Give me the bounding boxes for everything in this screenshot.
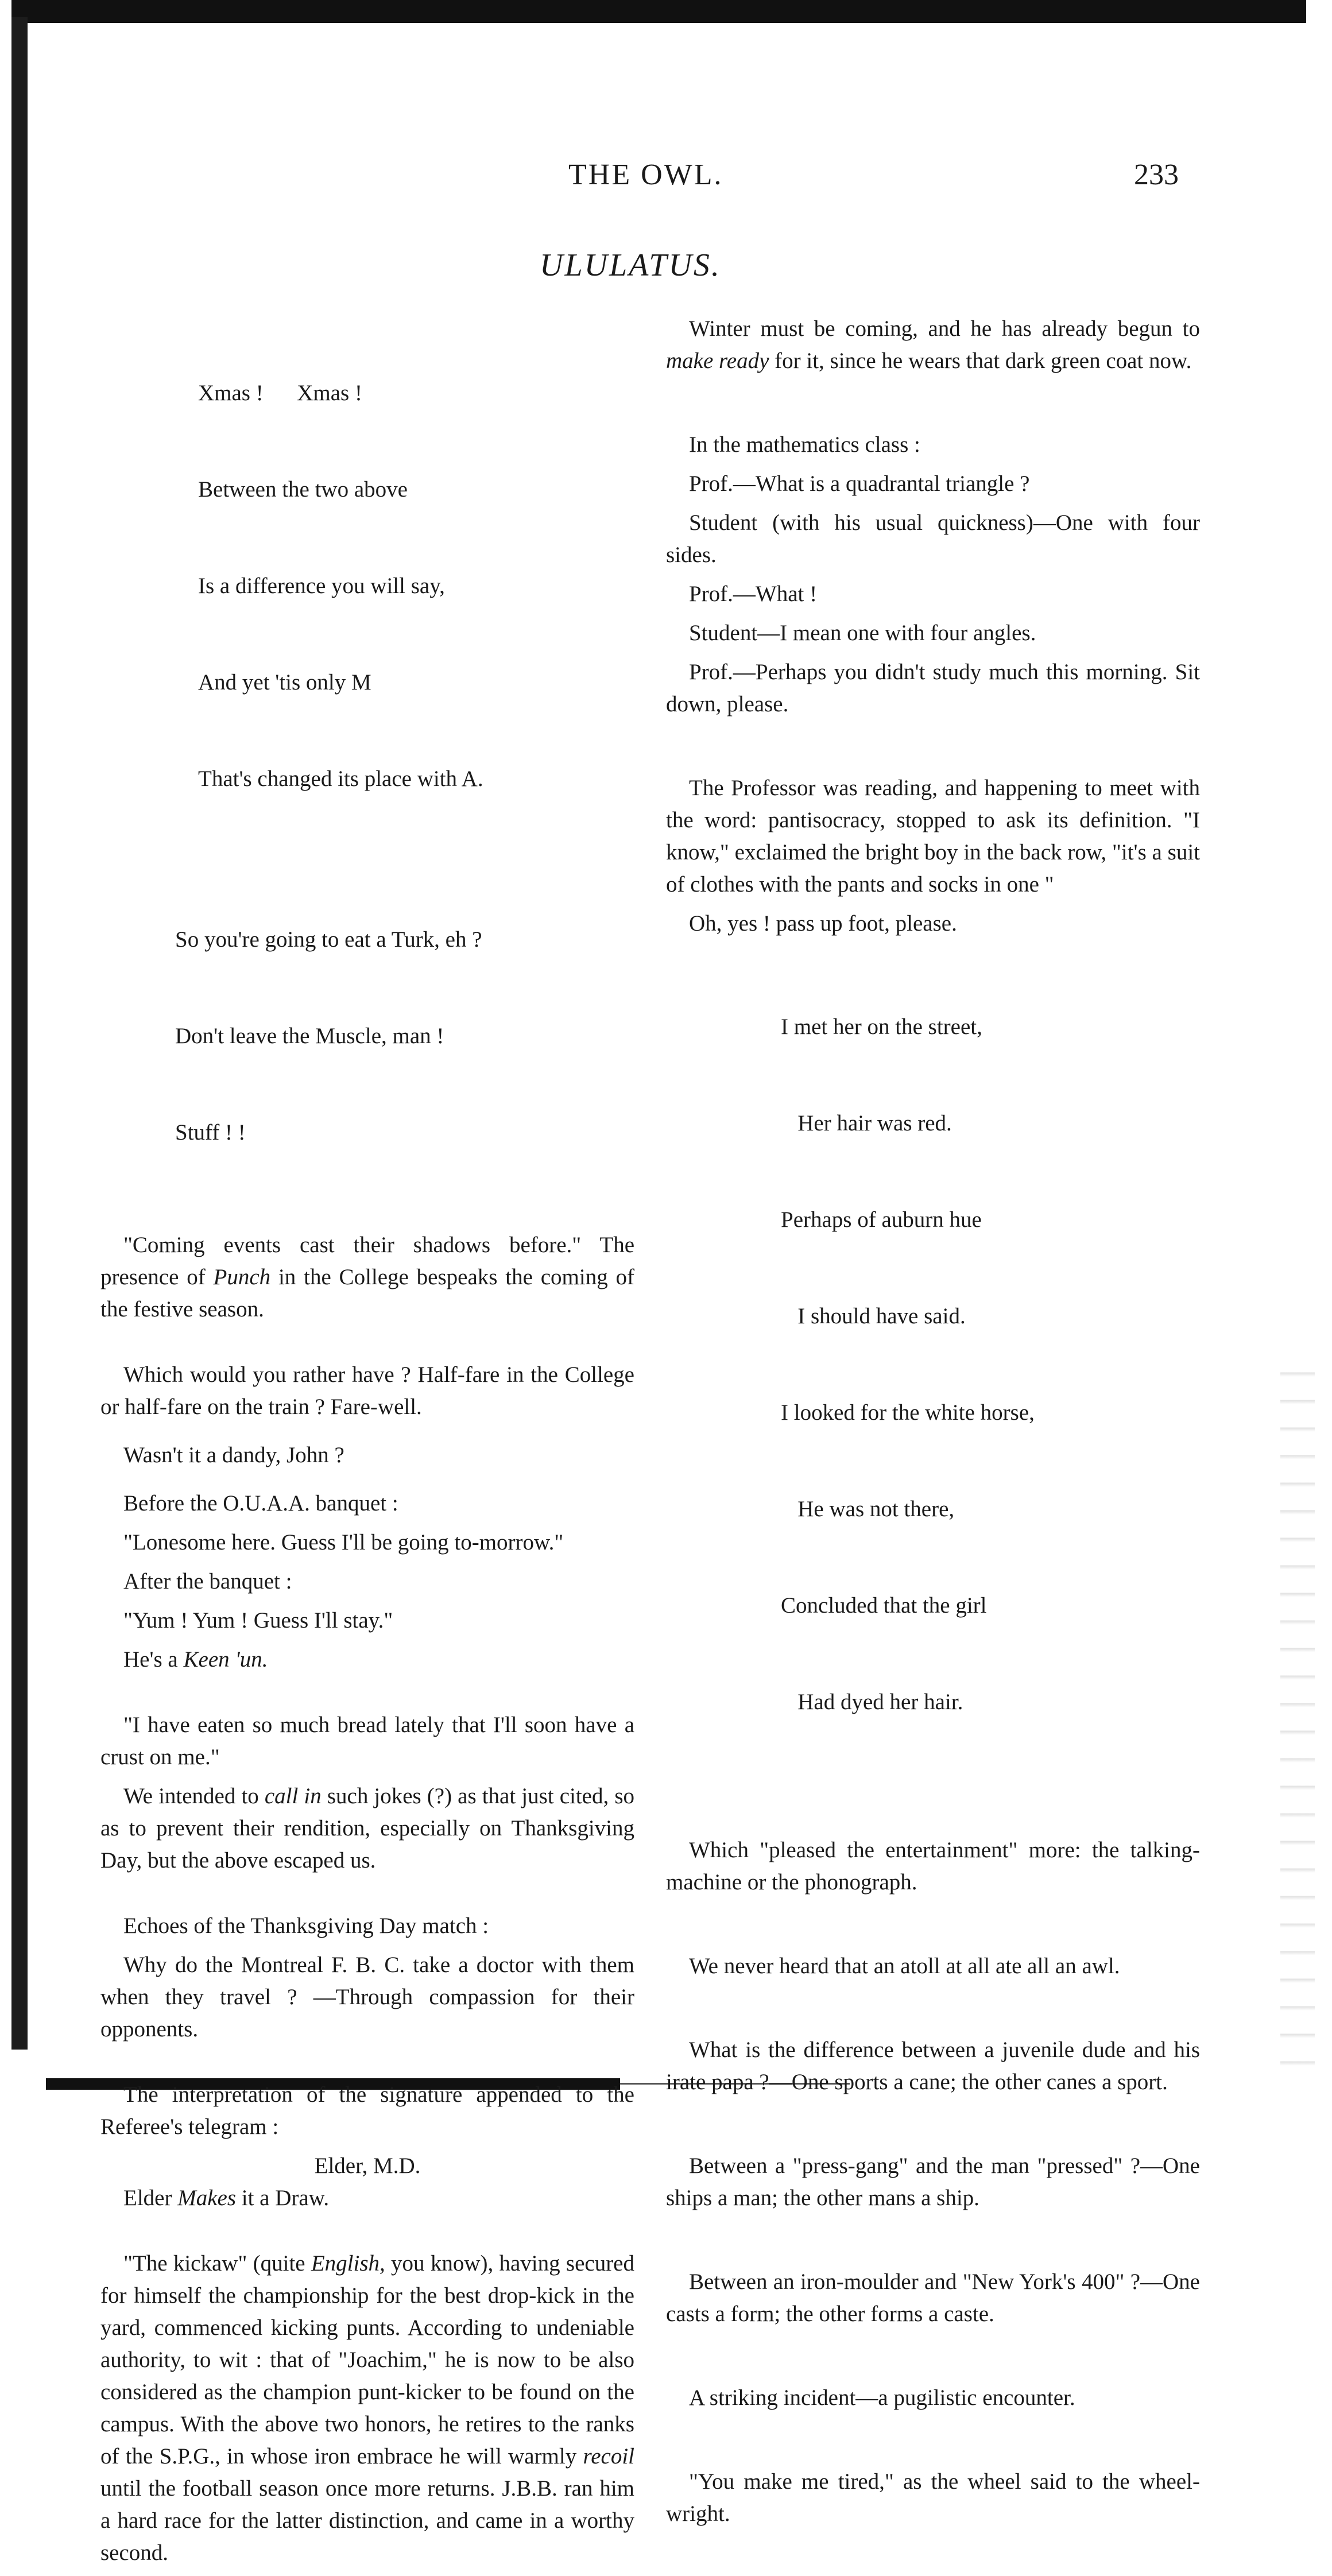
verse-line: Between the two above (198, 477, 408, 502)
section-title: ULULATUS. (540, 247, 721, 283)
verse-line: So you're going to eat a Turk, eh ? (175, 927, 482, 952)
banquet-after: After the banquet : (123, 1569, 292, 1594)
page-number: 233 (1134, 158, 1179, 191)
italic-run: Punch (213, 1265, 271, 1289)
bread-paragraph: "I have eaten so much bread lately that I'll soon have a crust on me." (100, 1713, 634, 1769)
verse-line: Stuff ! ! (175, 1120, 246, 1145)
echoes-doctor: Why do the Montreal F. B. C. take a doctor with them when they travel ? —Through compassion for their opponents. (100, 1953, 634, 2042)
echoes-intro: Echoes of the Thanksgiving Day match : (123, 1913, 489, 1938)
press-gang-paragraph: Between a "press-gang" and the man "pressed" ?—One ships a man; the other mans a ship. (666, 2153, 1200, 2210)
striking-paragraph: A striking incident—a pugilistic encounter. (689, 2385, 1075, 2410)
verse-line: Had dyed her hair. (781, 1690, 963, 1714)
math-intro: In the mathematics class : (689, 432, 920, 457)
verse-line: Is a difference you will say, (198, 574, 445, 598)
banquet-before: Before the O.U.A.A. banquet : (123, 1491, 398, 1516)
street-poem (666, 947, 1200, 1783)
italic-run: English, (311, 2251, 385, 2276)
left-border-rule (11, 17, 28, 2050)
verse-line: And yet 'tis only M (198, 670, 371, 695)
coming-events-paragraph (100, 1229, 634, 1326)
interpretation-paragraph: The interpretation of the signature appended to the Referee's telegram : (100, 2082, 634, 2139)
verse-line: That's changed its place with A. (198, 766, 483, 791)
italic-run: Makes (177, 2186, 237, 2210)
math-dialogue-line: Prof.—What is a quadrantal triangle ? (689, 471, 1030, 496)
elder-md-line: Elder, M.D. (314, 2153, 421, 2178)
verse-line: I looked for the white horse, (781, 1400, 1035, 1425)
turk-verse (100, 859, 634, 1213)
text-run: it a Draw. (236, 2186, 330, 2210)
professor-paragraph: The Professor was reading, and happening to meet with the word: pantisocracy, stopped to ask its definition. "I know," exclaimed the bright boy in the back row, "it's a suit of clothes with the pants and socks in one " (666, 776, 1200, 897)
pleased-paragraph: Which "pleased the entertainment" more: the talking-machine or the phonograph. (666, 1838, 1200, 1895)
left-column (100, 313, 634, 2576)
tired-paragraph: "You make me tired," as the wheel said to the wheel-wright. (666, 2469, 1200, 2526)
italic-run: make ready (666, 348, 769, 373)
text-run: for it, since he wears that dark green coat now. (769, 348, 1192, 373)
verse-line: I met her on the street, (781, 1014, 982, 1039)
text-run: in the College bespeaks the coming of the festive season. (100, 1265, 634, 1322)
text-run: "Coming events cast their shadows before." The presence of (100, 1233, 634, 1289)
elder-makes-line (100, 2182, 634, 2214)
margin-scan-noise (1280, 1349, 1315, 2067)
verse-line: Don't leave the Muscle, man ! (175, 1024, 444, 1048)
italic-run: recoil (583, 2444, 634, 2469)
text-run: "The kickaw" (quite (123, 2251, 311, 2276)
verse-line: I should have said. (781, 1304, 966, 1328)
right-column (666, 313, 1200, 2537)
verse-line: Concluded that the girl (781, 1593, 987, 1618)
text-run: such jokes (?) as that just cited, so as to prevent their rendition, especially on Thanksgiving Day, but the above escaped us. (100, 1784, 634, 1873)
iron-moulder-paragraph: Between an iron-moulder and "New York's 400" ?—One casts a form; the other forms a caste. (666, 2269, 1200, 2326)
winter-paragraph (666, 313, 1200, 377)
math-dialogue-line: Prof.—Perhaps you didn't study much this morning. Sit down, please. (666, 660, 1200, 716)
verse-line: Her hair was red. (781, 1111, 952, 1136)
dandy-paragraph: Wasn't it a dandy, John ? (123, 1443, 344, 1467)
math-dialogue-line: Prof.—What ! (689, 582, 818, 606)
half-fare-paragraph: Which would you rather have ? Half-fare in the College or half-fare on the train ? Fare-well. (100, 1362, 634, 1419)
kickaw-paragraph (100, 2248, 634, 2569)
math-dialogue-line: Student—I mean one with four angles. (689, 621, 1036, 645)
pass-up-line: Oh, yes ! pass up foot, please. (689, 911, 957, 936)
italic-run: call in (264, 1784, 322, 1808)
text-run: Elder (123, 2186, 178, 2210)
verse-line: Xmas ! Xmas ! (198, 381, 362, 405)
intended-paragraph (100, 1780, 634, 1877)
text-run: until the football season once more returns. J.B.B. ran him a hard race for the latter distinction, and came in a worthy second. (100, 2476, 634, 2565)
verse-line: Perhaps of auburn hue (781, 1207, 982, 1232)
banquet-lonesome: "Lonesome here. Guess I'll be going to-morrow." (123, 1530, 564, 1555)
text-run: you know), having secured for himself the championship for the best drop-kick in the yard, commenced kicking punts. According to undeniable authority, to wit : that of "Joachim," he is now to be also considered as the champion punt-kicker to be found on the campus. With the above two honors, he retires to the ranks of the S.P.G., in whose iron embrace he will warmly (100, 2251, 634, 2469)
text-run: He's a (123, 1647, 184, 1672)
italic-run: Keen 'un. (183, 1647, 268, 1672)
text-run: Winter must be coming, and he has already begun to (689, 316, 1200, 341)
juvenile-dude-paragraph: What is the difference between a juvenile dude and his irate papa ?—One sports a cane; the other canes a sport. (666, 2037, 1200, 2094)
xmas-verse (100, 313, 634, 859)
atoll-paragraph: We never heard that an atoll at all ate all an awl. (689, 1954, 1120, 1978)
text-run: We intended to (123, 1784, 265, 1808)
top-border-rule (11, 0, 1306, 23)
math-dialogue-line: Student (with his usual quickness)—One with four sides. (666, 510, 1200, 567)
verse-line: He was not there, (781, 1497, 955, 1521)
keen-paragraph (100, 1644, 634, 1676)
banquet-yum: "Yum ! Yum ! Guess I'll stay." (123, 1608, 393, 1633)
running-title: THE OWL. (568, 158, 723, 191)
